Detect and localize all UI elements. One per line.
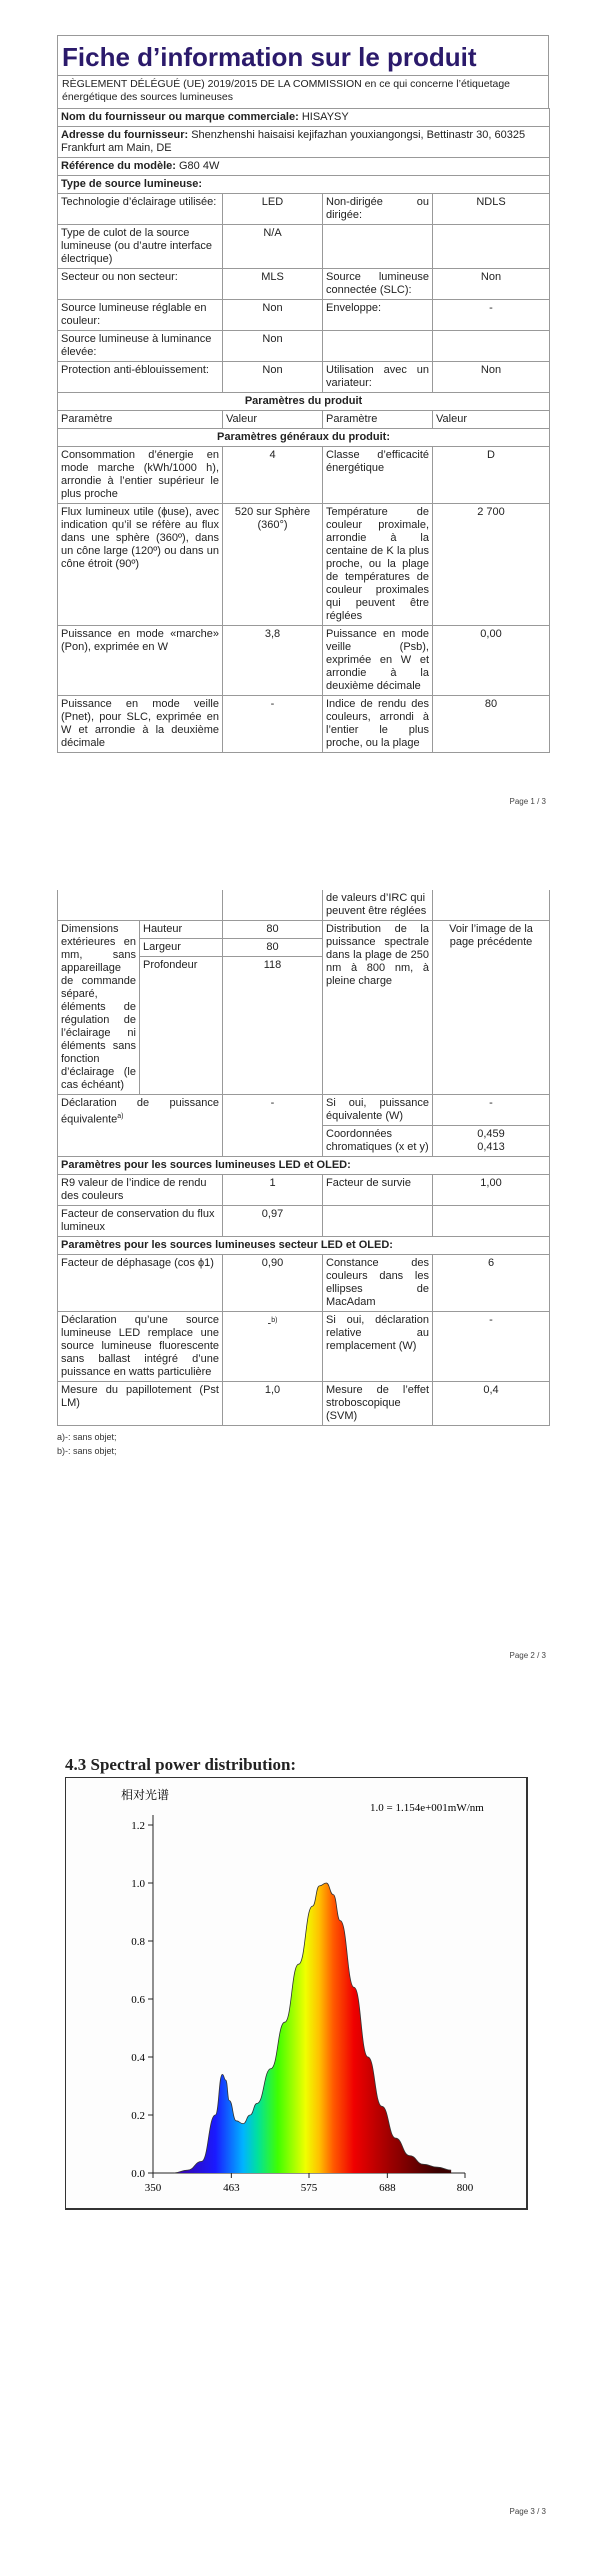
source-type-heading: Type de source lumineuse: xyxy=(58,176,550,194)
y-tick-label: 0.6 xyxy=(131,1994,145,2006)
cell-value: 520 sur Sphère (360°) xyxy=(223,504,323,626)
col-header-value: Valeur xyxy=(223,411,323,429)
spectrum-title: 4.3 Spectral power distribution: xyxy=(65,1755,297,1774)
footnote-ref: b) xyxy=(271,1317,278,1324)
y-tick-label: 1.0 xyxy=(131,1878,145,1890)
dimensions-label: Dimensions extérieures en mm, sans appareillage de commande séparé, éléments de régulation de l’éclairage ni éléments sans fonction d’éclairage (le cas échéant) xyxy=(58,921,140,1095)
supplier-address-label: Adresse du fournisseur: xyxy=(61,129,189,141)
maintenance-value: 0,97 xyxy=(223,1206,323,1237)
cell-value: LED xyxy=(223,194,323,225)
cell-label: Classe d’efficacité énergétique xyxy=(323,447,433,504)
cell-value: N/A xyxy=(223,225,323,269)
dim-value: 80 xyxy=(223,939,323,957)
supplier-name-value: HISAYSY xyxy=(301,111,349,123)
table-row xyxy=(58,921,550,939)
equiv-value: - xyxy=(223,1095,323,1157)
survival-label: Facteur de survie xyxy=(323,1175,433,1206)
r9-value: 1 xyxy=(223,1175,323,1206)
cell-label: Technologie d’éclairage utilisée: xyxy=(58,194,223,225)
table-row xyxy=(58,626,550,696)
model-value: G80 4W xyxy=(178,160,220,172)
x-tick-label: 688 xyxy=(379,2182,396,2194)
dim-name: Hauteur xyxy=(140,921,223,939)
chroma-x: 0,459 xyxy=(477,1128,505,1140)
cell-label: Source lumineuse réglable en couleur: xyxy=(58,300,223,331)
dim-value: 80 xyxy=(223,921,323,939)
cell-label: Source lumineuse connectée (SLC): xyxy=(323,269,433,300)
dim-name: Largeur xyxy=(140,939,223,957)
replace-value: - xyxy=(267,1317,272,1330)
x-tick-label: 575 xyxy=(300,2182,318,2194)
x-tick-label: 800 xyxy=(456,2182,474,2194)
cell-value: Non xyxy=(223,331,323,362)
y-axis-label: 相对光谱 xyxy=(121,1788,170,1802)
table-row xyxy=(58,1312,550,1382)
equiv-yes-value: - xyxy=(433,1095,550,1126)
spectrum-figure xyxy=(65,1755,535,2240)
mains-params-heading: Paramètres pour les sources lumineuses secteur LED et OLED: xyxy=(58,1237,550,1255)
regulation-text: RÈGLEMENT DÉLÉGUÉ (UE) 2019/2015 DE LA COMMISSION en ce qui concerne l’étiquetage énergétique des sources lumineuses xyxy=(57,75,549,108)
product-info-table-continued xyxy=(57,890,550,1426)
table-row xyxy=(58,504,550,626)
supplier-name-label: Nom du fournisseur ou marque commerciale: xyxy=(61,111,299,123)
cell-value: - xyxy=(223,696,323,753)
phase-label: Facteur de déphasage (cos ϕ1) xyxy=(58,1255,223,1312)
macadam-value: 6 xyxy=(433,1255,550,1312)
table-row xyxy=(58,300,550,331)
dim-name: Profondeur xyxy=(140,957,223,1095)
y-tick-label: 0.2 xyxy=(131,2110,145,2122)
y-tick-label: 0.0 xyxy=(131,2168,145,2180)
chroma-label: Coordonnées chromatiques (x et y) xyxy=(323,1126,433,1157)
cell-value: Non xyxy=(223,300,323,331)
cell-value: 80 xyxy=(433,696,550,753)
cell-value: 2 700 xyxy=(433,504,550,626)
replace-yes-label: Si oui, déclaration relative au remplacement (W) xyxy=(323,1312,433,1382)
table-row xyxy=(58,1255,550,1312)
page-number: Page 3 / 3 xyxy=(509,2507,546,2516)
cell-label: Puissance en mode «marche» (Pon), exprimée en W xyxy=(58,626,223,696)
cell-label: Puissance en mode veille (Psb), exprimée en W et arrondie à la deuxième décimale xyxy=(323,626,433,696)
table-row xyxy=(58,362,550,393)
cell-label: Enveloppe: xyxy=(323,300,433,331)
cell-value: 0,00 xyxy=(433,626,550,696)
cell-label: Type de culot de la source lumineuse (ou d’autre interface électrique) xyxy=(58,225,223,269)
product-info-table xyxy=(57,108,550,753)
table-row xyxy=(58,1382,550,1426)
cell-value: Non xyxy=(223,362,323,393)
footnote-b: b)-: sans objet; xyxy=(57,1446,117,1456)
dim-value: 118 xyxy=(223,957,323,1095)
cell-label: Source lumineuse à luminance élevée: xyxy=(58,331,223,362)
table-row xyxy=(58,269,550,300)
table-header-row xyxy=(58,411,550,429)
table-row xyxy=(58,194,550,225)
cell-value: 3,8 xyxy=(223,626,323,696)
model-label: Référence du modèle: xyxy=(61,160,176,172)
cell-value: MLS xyxy=(223,269,323,300)
replace-yes-value: - xyxy=(433,1312,550,1382)
footnote-a: a)-: sans objet; xyxy=(57,1432,117,1442)
cell-value: D xyxy=(433,447,550,504)
page-title: Fiche d’information sur le produit xyxy=(57,35,549,75)
flicker-value: 1,0 xyxy=(223,1382,323,1426)
spectral-value: Voir l’image de la page précédente xyxy=(433,921,550,1095)
cell-value: Non xyxy=(433,362,550,393)
cell-label: Secteur ou non secteur: xyxy=(58,269,223,300)
cri-continuation: de valeurs d’IRC qui peuvent être réglées xyxy=(323,890,433,921)
page-number: Page 2 / 3 xyxy=(509,1651,546,1660)
table-row xyxy=(58,331,550,362)
strobo-value: 0,4 xyxy=(433,1382,550,1426)
supplier-address-value: Shenzhenshi haisaisi kejifazhan youxiangongsi, Bettinastr 30, 60325 Frankfurt am Main, DE xyxy=(61,129,526,154)
page-1 xyxy=(57,35,549,753)
table-row xyxy=(58,447,550,504)
general-params-heading: Paramètres généraux du produit: xyxy=(58,429,550,447)
table-row xyxy=(58,890,550,921)
y-tick-label: 0.4 xyxy=(131,2052,145,2064)
product-params-heading: Paramètres du produit xyxy=(58,393,550,411)
cell-value: 4 xyxy=(223,447,323,504)
col-header-param: Paramètre xyxy=(323,411,433,429)
scale-note: 1.0 = 1.154e+001mW/nm xyxy=(370,1802,484,1814)
cell-label: Indice de rendu des couleurs, arrondi à l’entier le plus proche, ou la plage xyxy=(323,696,433,753)
cell-label: Protection anti-éblouissement: xyxy=(58,362,223,393)
page-2 xyxy=(57,890,549,1458)
x-tick-label: 463 xyxy=(223,2182,240,2194)
cell-label: Puissance en mode veille (Pnet), pour SLC, exprimée en W et arrondie à la deuxième décimale xyxy=(58,696,223,753)
phase-value: 0,90 xyxy=(223,1255,323,1312)
equiv-yes-label: Si oui, puissance équivalente (W) xyxy=(323,1095,433,1126)
cell-value: NDLS xyxy=(433,194,550,225)
led-params-heading: Paramètres pour les sources lumineuses LED et OLED: xyxy=(58,1157,550,1175)
col-header-param: Paramètre xyxy=(58,411,223,429)
cell-label: Température de couleur proximale, arrondie à la centaine de K la plus proche, ou la plage de températures de couleur proximales qui peuvent être réglées xyxy=(323,504,433,626)
spectrum-chart xyxy=(65,1777,535,2237)
flicker-label: Mesure du papillotement (Pst LM) xyxy=(58,1382,223,1426)
spectral-label: Distribution de la puissance spectrale dans la plage de 250 nm à 800 nm, à pleine charge xyxy=(323,921,433,1095)
cell-label: Flux lumineux utile (ϕuse), avec indication qu’il se réfère au flux dans une sphère (360º), dans un cône large (120º) ou dans un cône étroit (90º) xyxy=(58,504,223,626)
replace-label: Déclaration qu’une source lumineuse LED remplace une source lumineuse fluorescente sans ballast intégré d’une puissance en watts particulière xyxy=(58,1312,223,1382)
footnote-ref: a) xyxy=(117,1113,124,1120)
r9-label: R9 valeur de l’indice de rendu des couleurs xyxy=(58,1175,223,1206)
chroma-y: 0,413 xyxy=(477,1141,505,1153)
table-row xyxy=(58,1095,550,1126)
cell-value: Non xyxy=(433,269,550,300)
col-header-value: Valeur xyxy=(433,411,550,429)
survival-value: 1,00 xyxy=(433,1175,550,1206)
y-tick-label: 1.2 xyxy=(131,1820,145,1832)
table-row xyxy=(58,1206,550,1237)
equiv-label: Déclaration de puissance équivalente xyxy=(61,1097,219,1126)
table-row xyxy=(58,696,550,753)
cell-value: - xyxy=(433,300,550,331)
x-tick-label: 350 xyxy=(144,2182,162,2194)
cell-label: Utilisation avec un variateur: xyxy=(323,362,433,393)
cell-label: Consommation d’énergie en mode marche (kWh/1000 h), arrondie à l’entier supérieur le plus proche xyxy=(58,447,223,504)
maintenance-label: Facteur de conservation du flux lumineux xyxy=(58,1206,223,1237)
y-tick-label: 0.8 xyxy=(131,1936,145,1948)
strobo-label: Mesure de l’effet stroboscopique (SVM) xyxy=(323,1382,433,1426)
cell-label: Non-dirigée ou dirigée: xyxy=(323,194,433,225)
page-number: Page 1 / 3 xyxy=(509,797,546,806)
table-row xyxy=(58,1175,550,1206)
macadam-label: Constance des couleurs dans les ellipses de MacAdam xyxy=(323,1255,433,1312)
table-row xyxy=(58,225,550,269)
